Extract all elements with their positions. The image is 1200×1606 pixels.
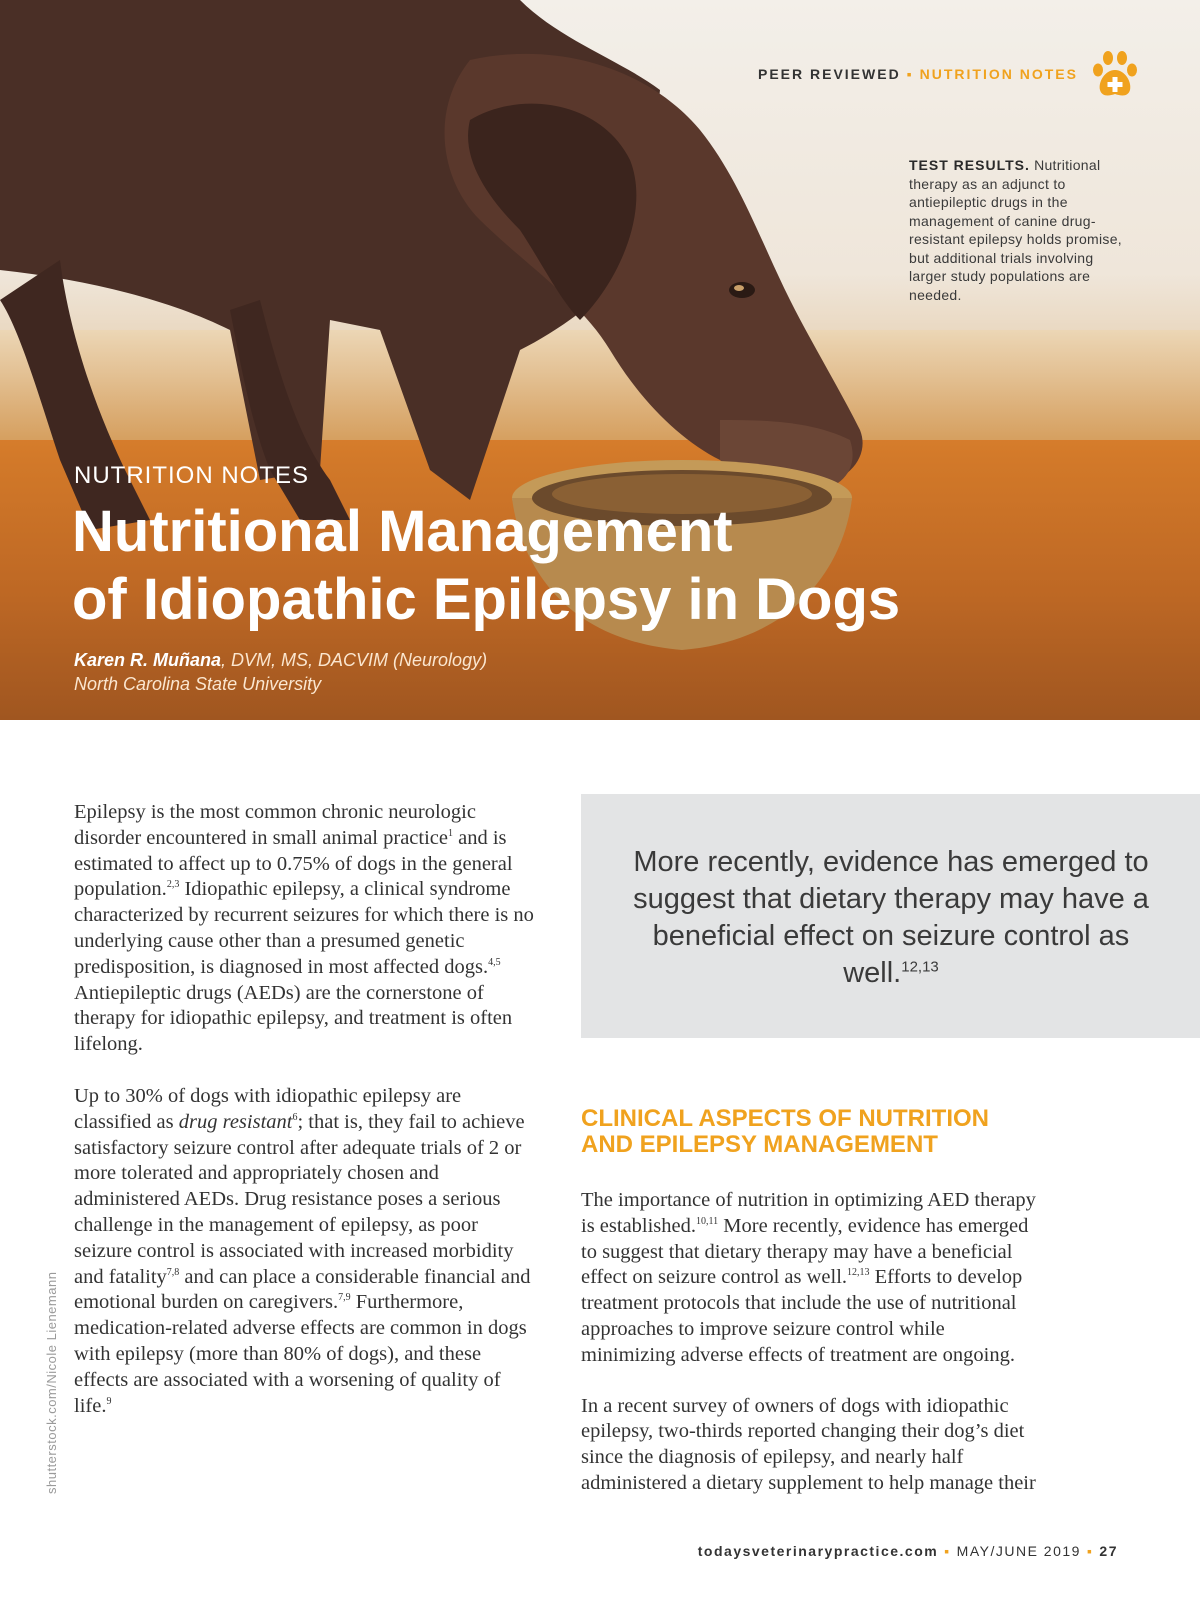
footer-issue: MAY/JUNE 2019 xyxy=(956,1543,1081,1559)
body-text: and is estimated to affect up to 0.75% of dogs in the general population. xyxy=(74,826,513,901)
body-text: Antiepileptic drugs (AEDs) are the cornerstone of therapy for idiopathic epilepsy, and treatment is often lifelong. xyxy=(74,981,513,1056)
test-results-lead: TEST RESULTS. xyxy=(909,157,1030,173)
footer-website: todaysveterinarypractice.com xyxy=(697,1543,939,1559)
test-results-text: Nutritional therapy as an adjunct to antiepileptic drugs in the management of canine drug-resistant epilepsy holds promise, but additional trials involving larger study populations are needed. xyxy=(909,157,1122,303)
page-footer xyxy=(698,1543,1118,1559)
header-separator: ▪ xyxy=(906,66,914,82)
body-paragraph xyxy=(581,1188,1041,1369)
footer-separator: ▪ xyxy=(944,1543,951,1559)
citation: 7,9 xyxy=(338,1292,351,1304)
body-text: ; that is, they fail to achieve satisfactory seizure control after adequate trials of 2 or more tolerated and appropriately chosen and administered AEDs. Drug resistance poses a serious challenge in the management of epilepsy, as poor seizure control is associated with increased morbidity and fatality xyxy=(74,1110,525,1288)
author-name: Karen R. Muñana xyxy=(74,650,222,670)
author-affiliation: North Carolina State University xyxy=(74,674,322,694)
body-text: The importance of nutrition in optimizing AED therapy is established. xyxy=(581,1189,1036,1237)
body-text: Efforts to develop treatment protocols that include the use of nutritional approaches to improve seizure control while minimizing adverse effects of treatment are ongoing. xyxy=(581,1266,1023,1366)
citation: 12,13 xyxy=(847,1267,870,1279)
page-number: 27 xyxy=(1099,1543,1118,1559)
author-credentials: , DVM, MS, DACVIM (Neurology) xyxy=(221,650,488,670)
citation: 2,3 xyxy=(166,879,180,891)
pull-quote-body: More recently, evidence has emerged to suggest that dietary therapy may have a beneficial effect on seizure control as well. xyxy=(633,846,1149,989)
article-title xyxy=(72,498,1072,634)
peer-reviewed-label: PEER REVIEWED xyxy=(757,66,901,82)
citation: 10,11 xyxy=(696,1215,719,1227)
author-byline xyxy=(74,648,487,696)
body-text: Idiopathic epilepsy, a clinical syndrome characterized by recurrent seizures for which there is no underlying cause other than a presumed genetic predisposition, is diagnosed in most affected dogs. xyxy=(74,878,534,978)
body-text: Furthermore, medication-related adverse effects are common in dogs with epilepsy (more than 80% of dogs), and these effects are associated with a worsening of quality of life. xyxy=(74,1291,527,1417)
pull-quote-text xyxy=(611,844,1171,992)
body-paragraph xyxy=(74,800,534,1058)
citation: 7,8 xyxy=(166,1266,180,1278)
hero-banner xyxy=(0,0,1200,720)
photo-credit: shutterstock.com/Nicole Lienemann xyxy=(44,1271,59,1494)
section-header xyxy=(758,66,1078,82)
footer-separator: ▪ xyxy=(1086,1543,1094,1559)
body-paragraph: In a recent survey of owners of dogs with idiopathic epilepsy, two-thirds reported changing their dog’s diet since the diagnosis of epilepsy, and nearly half administered a dietary supplement to help manage their xyxy=(581,1394,1036,1494)
section-heading: CLINICAL ASPECTS OF NUTRITION AND EPILEPSY MANAGEMENT xyxy=(581,1105,989,1158)
citation: 9 xyxy=(106,1395,112,1407)
body-text: Up to 30% of dogs with idiopathic epilepsy are classified as xyxy=(74,1084,462,1133)
test-results-summary xyxy=(909,156,1124,304)
citation: 1 xyxy=(447,827,453,839)
article-kicker: NUTRITION NOTES xyxy=(74,462,309,489)
body-text: and can place a considerable financial and emotional burden on caregivers. xyxy=(74,1265,531,1314)
citation: 4,5 xyxy=(488,956,501,968)
citation: 12,13 xyxy=(901,958,939,976)
citation: 6 xyxy=(292,1111,298,1123)
section-label: NUTRITION NOTES xyxy=(919,66,1078,82)
body-text: Epilepsy is the most common chronic neurologic disorder encountered in small animal practice xyxy=(74,801,476,849)
pull-quote xyxy=(581,794,1200,1038)
paw-plus-icon xyxy=(1090,50,1140,98)
body-paragraph xyxy=(74,1084,534,1419)
title-line-1: Nutritional Management xyxy=(72,499,733,564)
body-column-right xyxy=(581,1188,1041,1522)
title-line-2: of Idiopathic Epilepsy in Dogs xyxy=(72,567,901,632)
body-text: More recently, evidence has emerged to suggest that dietary therapy may have a beneficial effect on seizure control as well. xyxy=(581,1214,1029,1289)
emphasis-term: drug resistant xyxy=(178,1110,293,1133)
body-column-left xyxy=(74,800,534,1444)
